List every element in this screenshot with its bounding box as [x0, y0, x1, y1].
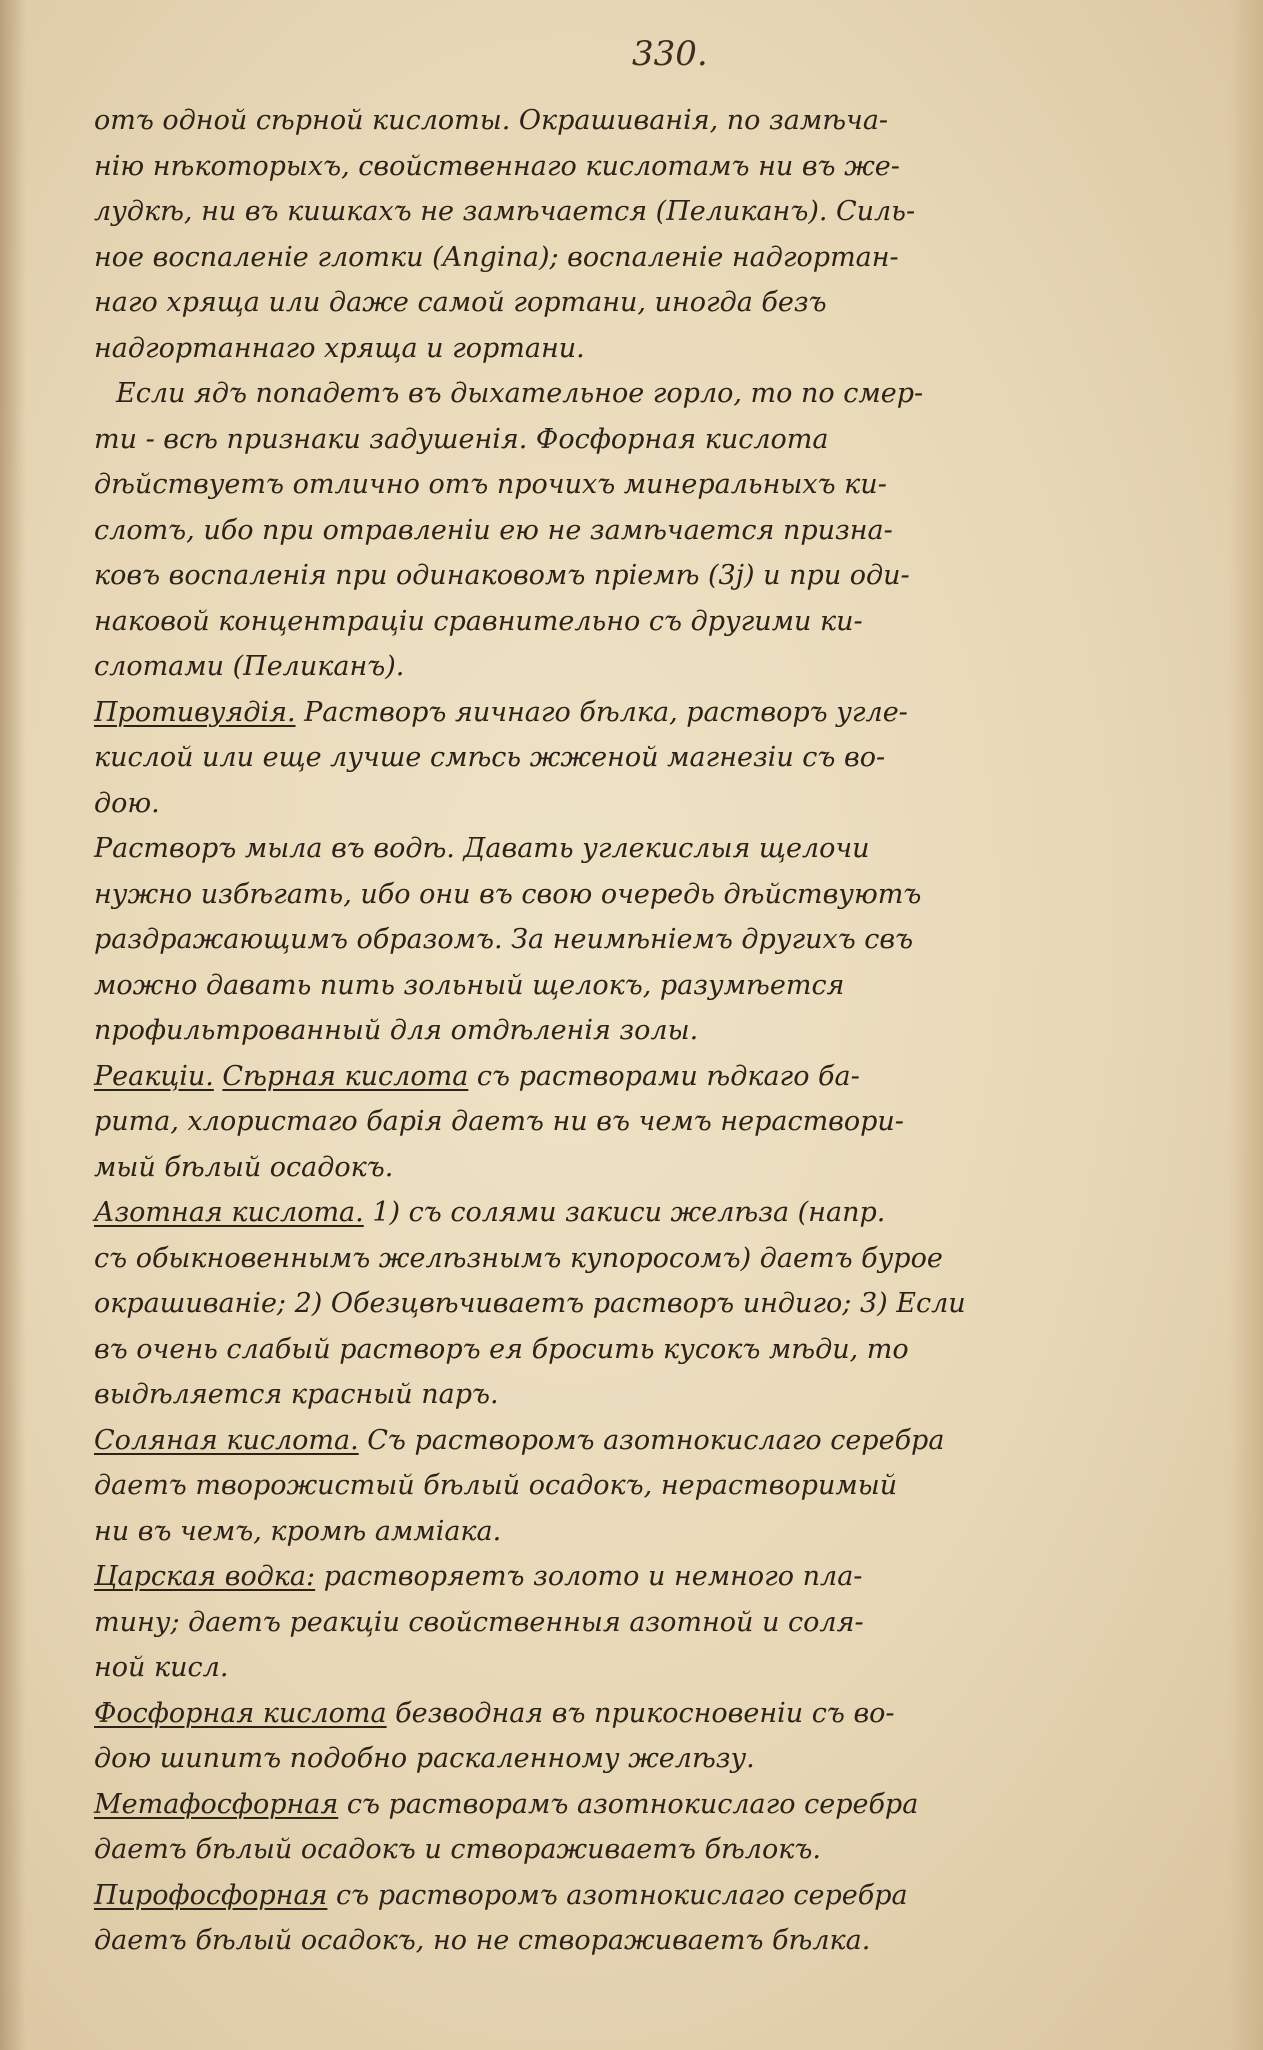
section-heading-metaphosphoric: Метафосфорная съ растворамъ азотнокислаго серебра — [94, 1788, 919, 1820]
section-heading-nitric-acid: Азотная кислота. 1) съ солями закиси желѣза (напр. — [94, 1197, 886, 1228]
page-edge-shadow-left — [0, 0, 26, 2050]
text-line-41: даетъ бѣлый осадокъ, но не створаживаетъ бѣлка. — [94, 1925, 871, 1956]
text-line-20: можно давать пить зольный щелокъ, разумѣется — [94, 969, 845, 1001]
text-line-9: дѣйствуетъ отлично отъ прочихъ минеральныхъ ки- — [94, 469, 887, 500]
text-line-8: ти - всѣ признаки задушенія. Фосфорная кислота — [94, 423, 829, 455]
text-line-35: ной кисл. — [94, 1652, 229, 1683]
text-line-11: ковъ воспаленія при одинаковомъ пріемѣ (3j) и при оди- — [94, 560, 910, 591]
text-line-3: лудкѣ, ни въ кишкахъ не замѣчается (Пеликанъ). Силь- — [94, 196, 916, 227]
text-line-13: слотами (Пеликанъ). — [94, 651, 405, 682]
underlined-heading: Фосфорная кислота — [94, 1697, 387, 1729]
section-heading-antidotes: Противуядія. Растворъ яичнаго бѣлка, растворъ углe- — [94, 696, 908, 728]
text-line-16: дою. — [94, 787, 160, 819]
text-line-15: кислой или еще лучше смѣсь жженой магнезіи съ во- — [94, 742, 886, 773]
text-line-29: выдѣляется красный паръ. — [94, 1379, 499, 1410]
text-line-24: мый бѣлый осадокъ. — [94, 1151, 394, 1183]
section-heading-pyrophosphoric: Пирофосфорная съ растворомъ азотнокислаго серебра — [94, 1879, 908, 1911]
text-line-4: ное воспаленіе глотки (Angina); воспаленіе надгортан- — [94, 241, 899, 273]
underlined-heading: Соляная кислота. — [94, 1424, 359, 1456]
text-line-34: тину; даетъ реакціи свойственныя азотной и соля- — [94, 1606, 864, 1638]
text-line-27: окрашиваніе; 2) Обезцвѣчиваетъ растворъ индиго; 3) Если — [94, 1288, 966, 1319]
section-heading-phosphoric-acid: Фосфорная кислота безводная въ прикосновеніи съ во- — [94, 1697, 895, 1729]
text-line-37: дою шипитъ подобно раскаленному желѣзу. — [94, 1743, 755, 1774]
underlined-heading: Противуядія. — [94, 696, 296, 728]
text-line-6: надгортаннаго хряща и гортани. — [94, 332, 585, 364]
underlined-heading: Пирофосфорная — [94, 1879, 328, 1911]
text-line-7: Если ядъ попадетъ въ дыхательное горло, то по смер- — [116, 378, 924, 409]
section-heading-hydrochloric-acid: Соляная кислота. Съ растворомъ азотнокислаго серебра — [94, 1424, 945, 1456]
underlined-heading: Реакціи. — [94, 1060, 214, 1092]
text-line-18: нужно избѣгать, ибо они въ свою очередь дѣйствуютъ — [94, 878, 922, 910]
text-line-2: нію нѣкоторыхъ, свойственнаго кислотамъ ни въ же- — [94, 150, 900, 182]
section-heading-reactions: Реакціи. Сѣрная кислота съ растворами ѣдкаго ба- — [94, 1060, 860, 1092]
text-line-12: наковой концентраціи сравнительно съ другими ки- — [94, 605, 863, 637]
section-heading-aqua-regia: Царская водка: растворяетъ золото и немного пла- — [94, 1561, 863, 1592]
text-line-10: слотъ, ибо при отравленіи ею не замѣчается призна- — [94, 514, 893, 546]
underlined-heading: Азотная кислота. — [94, 1197, 364, 1228]
underlined-heading: Метафосфорная — [94, 1788, 339, 1820]
text-line-31: даетъ творожистый бѣлый осадокъ, нерастворимый — [94, 1470, 898, 1501]
text-line-39: даетъ бѣлый осадокъ и створаживаетъ бѣлокъ. — [94, 1834, 821, 1865]
manuscript-text — [94, 98, 1224, 1964]
underlined-heading: Сѣрная кислота — [222, 1060, 469, 1092]
text-line-1: отъ одной сѣрной кислоты. Окрашиванія, по замѣча- — [94, 105, 889, 136]
text-line-26: съ обыкновеннымъ желѣзнымъ купоросомъ) даетъ бурое — [94, 1242, 943, 1274]
text-line-28: въ очень слабый растворъ ея бросить кусокъ мѣди, то — [94, 1333, 909, 1365]
text-line-19: раздражающимъ образомъ. За неимѣніемъ другихъ свъ — [94, 924, 914, 955]
text-line-32: ни въ чемъ, кромѣ аммiака. — [94, 1515, 502, 1547]
page-edge-shadow-right — [1229, 0, 1263, 2050]
text-line-21: профильтрованный для отдѣленія золы. — [94, 1015, 699, 1046]
text-line-23: рита, хлористаго барія даетъ ни въ чемъ нераствори- — [94, 1106, 904, 1137]
text-line-5: наго хряща или даже самой гортани, иногда безъ — [94, 287, 827, 318]
underlined-heading: Царская водка: — [94, 1561, 316, 1592]
text-line-17: Растворъ мыла въ водѣ. Давать углекислыя щелочи — [94, 833, 870, 864]
page-number: 330. — [632, 34, 708, 74]
